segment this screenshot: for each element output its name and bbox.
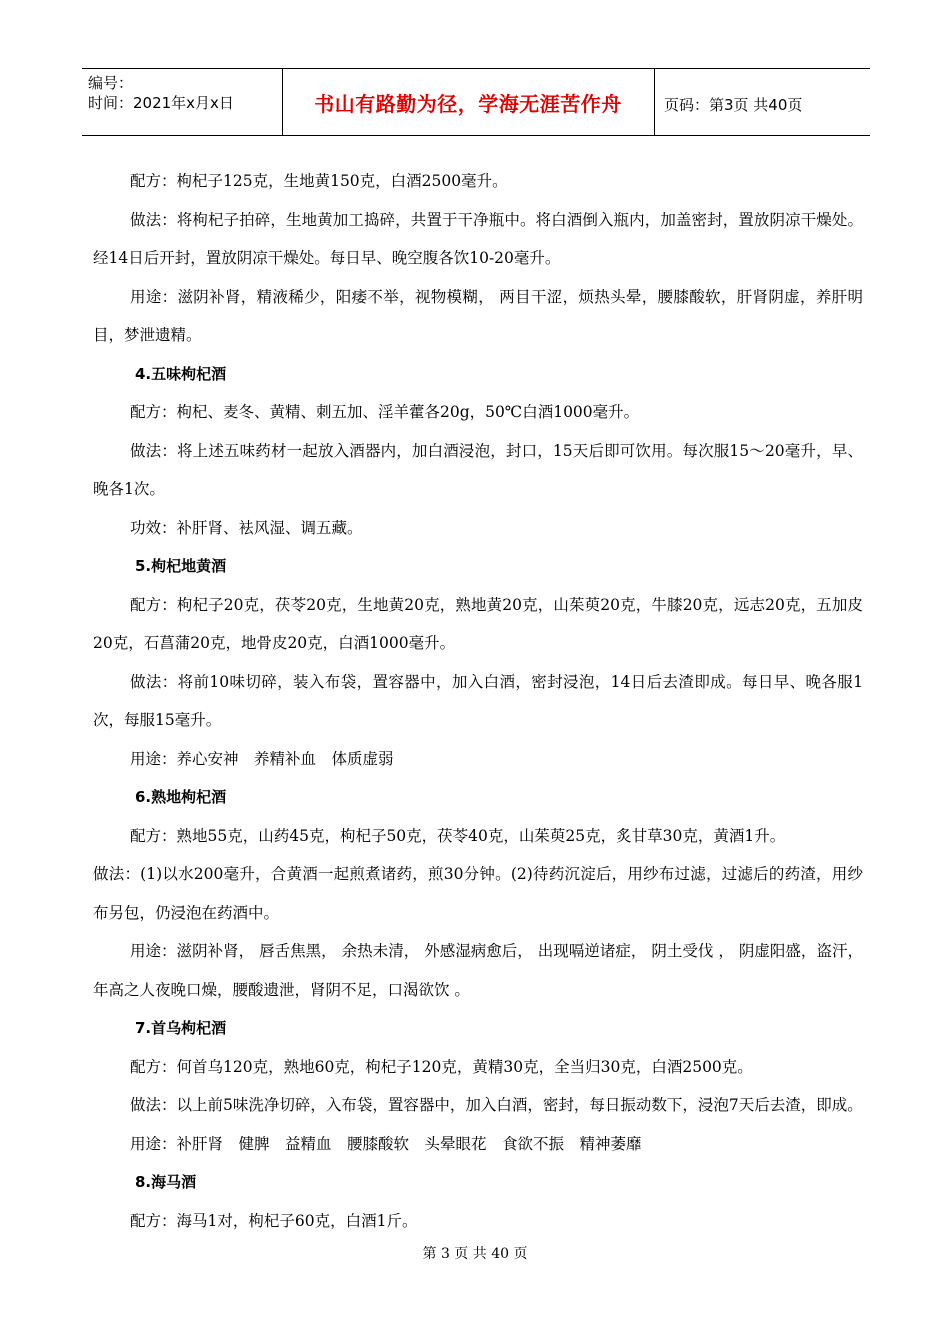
paragraph: 做法：以上前5味洗净切碎，入布袋，置容器中，加入白酒，密封，每日振动数下，浸泡7天后去渣，即成。: [130, 1096, 863, 1114]
page-header: [82, 68, 870, 136]
document-body: [93, 162, 863, 1240]
paragraph: 配方：枸杞子125克，生地黄150克，白酒2500毫升。: [130, 172, 508, 190]
paragraph: 用途：养心安神 养精补血 体质虚弱: [130, 749, 394, 768]
paragraph: 做法：将枸杞子拍碎，生地黄加工捣碎，共置于干净瓶中。将白酒倒入瓶内，加盖密封，置放阴凉干燥处。经14日后开封，置放阴凉干燥处。每日早、晚空腹各饮10-20毫升。: [93, 210, 863, 267]
paragraph: 配方：何首乌120克，熟地60克，枸杞子120克，黄精30克，全当归30克，白酒2500克。: [130, 1057, 753, 1076]
section-heading: 8.海马酒: [135, 1173, 197, 1191]
header-motto: 书山有路勤为径，学海无涯苦作舟: [314, 91, 622, 116]
page-footer: 第 3 页 共 40 页: [422, 1246, 528, 1262]
paragraph: 做法：将前10味切碎，装入布袋，置容器中，加入白酒，密封浸泡，14日后去渣即成。每日早、晚各服1次，每服15毫升。: [93, 672, 863, 729]
header-divider: [654, 69, 655, 135]
paragraph: 用途：滋阴补肾，精液稀少，阳痿不举，视物模糊， 两目干涩，烦热头晕，腰膝酸软，肝肾阴虚，养肝明目，梦泄遗精。: [93, 287, 863, 344]
paragraph: 配方：枸杞、麦冬、黄精、刺五加、淫羊藿各20g，50℃白酒1000毫升。: [130, 403, 640, 421]
section-heading: 5.枸杞地黄酒: [135, 557, 227, 575]
section-heading: 6.熟地枸杞酒: [135, 788, 227, 806]
paragraph: 做法：将上述五味药材一起放入酒器内，加白酒浸泡，封口，15天后即可饮用。每次服15～20毫升，早、晚各1次。: [93, 441, 863, 498]
paragraph: 配方：熟地55克，山药45克，枸杞子50克，茯苓40克，山茱萸25克，炙甘草30克，黄酒1升。: [130, 826, 786, 845]
section-heading: 4.五味枸杞酒: [135, 364, 227, 383]
paragraph: 用途：滋阴补肾， 唇舌焦黑， 余热未清， 外感湿病愈后， 出现嗝逆诸症， 阴土受伐 ， 阴虚阳盛，盗汗，年高之人夜晚口燥，腰酸遗泄，肾阴不足，口渴欲饮 。: [93, 942, 863, 999]
paragraph: 功效：补肝肾、袪风湿、调五藏。: [130, 518, 363, 537]
number-label: 编号：: [88, 74, 134, 92]
date-label: 时间：2021年x月x日: [88, 94, 234, 112]
header-meta: [88, 73, 280, 113]
section-heading: 7.首乌枸杞酒: [135, 1019, 227, 1037]
paragraph: 配方：海马1对，枸杞子60克，白酒1斤。: [130, 1211, 418, 1230]
paragraph: 配方：枸杞子20克，茯苓20克，生地黄20克，熟地黄20克，山茱萸20克，牛膝20克，远志20克，五加皮20克，石菖蒲20克，地骨皮20克，白酒1000毫升。: [93, 595, 863, 652]
paragraph: 做法：(1)以水200毫升，合黄酒一起煎煮诸药，煎30分钟。(2)待药沉淀后，用纱布过滤，过滤后的药渣，用纱布另包，仍浸泡在药酒中。: [93, 865, 863, 922]
paragraph: 用途：补肝肾 健脾 益精血 腰膝酸软 头晕眼花 食欲不振 精神萎靡: [130, 1134, 642, 1153]
header-page-info: 页码：第3页 共40页: [664, 96, 803, 114]
